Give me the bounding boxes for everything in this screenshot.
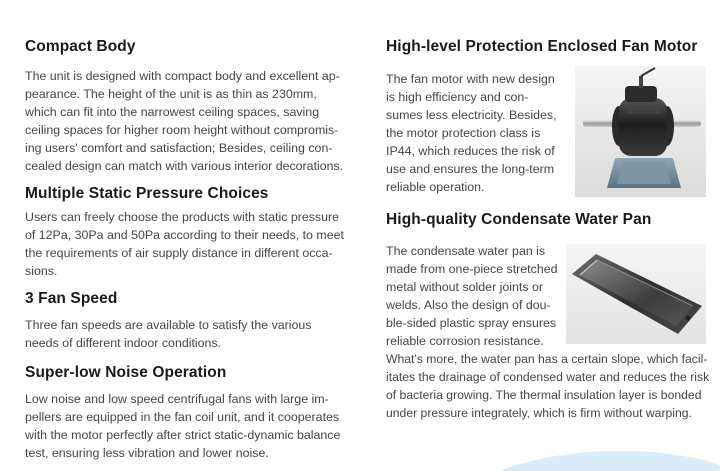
text-line: IP44, which reduces the risk of: [386, 144, 555, 158]
text-line: the requirements of air supply distance in different occa-: [25, 246, 333, 260]
text-line: ceiling spaces for higher room height without compromis-: [25, 123, 339, 137]
paragraph-compact-body: [25, 67, 343, 175]
heading-fan-speed: 3 Fan Speed: [25, 290, 118, 307]
text-line: pellers are equipped in the fan coil unit, and it cooperates: [25, 410, 340, 424]
text-line: of 12Pa, 30Pa and 50Pa according to their needs, to meet: [25, 228, 344, 242]
text-line: use and ensures the long-term: [386, 162, 555, 176]
text-line: The fan motor with new design: [386, 72, 555, 86]
text-line: cealed design can match with various interior decorations.: [25, 159, 344, 173]
text-line: What's more, the water pan has a certain slope, which facil-: [386, 352, 708, 366]
text-line: needs of different indoor conditions.: [25, 336, 222, 350]
text-line: Three fan speeds are available to satisfy the various: [25, 318, 312, 332]
text-line: test, ensuring less vibration and lower noise.: [25, 446, 269, 460]
text-line: is high efficiency and con-: [386, 90, 529, 104]
text-line: The unit is designed with compact body and excellent ap-: [25, 69, 340, 83]
text-line: Low noise and low speed centrifugal fans with large im-: [25, 392, 329, 406]
text-line: reliable operation.: [386, 180, 485, 194]
text-line: with the motor perfectly after strict static-dynamic balance: [25, 428, 341, 442]
heading-compact-body: Compact Body: [25, 38, 136, 55]
text-line: the motor protection class is: [386, 126, 541, 140]
heading-static-pressure: Multiple Static Pressure Choices: [25, 185, 269, 202]
text-line: ble-sided plastic spray ensures: [386, 316, 557, 330]
heading-low-noise: Super-low Noise Operation: [25, 364, 227, 381]
text-line: welds. Also the design of dou-: [386, 298, 551, 312]
heading-fan-motor: High-level Protection Enclosed Fan Motor: [386, 38, 698, 55]
paragraph-water-pan-short: [386, 242, 558, 350]
text-line: made from one-piece stretched: [386, 262, 558, 276]
water-pan-photo: [566, 244, 706, 344]
text-line: Users can freely choose the products with static pressure: [25, 210, 340, 224]
text-line: sumes less electricity. Besides,: [386, 108, 557, 122]
text-line: of bacteria growing. The thermal insulation layer is bonded: [386, 388, 702, 402]
decorative-wave: [500, 448, 720, 471]
paragraph-fan-speed: [25, 316, 312, 352]
text-line: sions.: [25, 264, 58, 278]
text-line: which can fit into the narrowest ceiling spaces, saving: [25, 105, 320, 119]
text-line: under pressure integrately, which is firm without warping.: [386, 406, 692, 420]
text-line: The condensate water pan is: [386, 244, 546, 258]
paragraph-fan-motor: [386, 70, 557, 196]
text-line: itates the drainage of condensed water and reduces the risk: [386, 370, 710, 384]
heading-water-pan: High-quality Condensate Water Pan: [386, 211, 652, 228]
fan-motor-photo: [575, 66, 706, 197]
paragraph-water-pan-wide: [386, 350, 709, 422]
text-line: metal without solder joints or: [386, 280, 544, 294]
text-line: ing users' comfort and satisfaction; Besides, ceiling con-: [25, 141, 333, 155]
paragraph-low-noise: [25, 390, 340, 462]
text-line: reliable corrosion resistance.: [386, 334, 544, 348]
paragraph-static-pressure: [25, 208, 344, 280]
text-line: pearance. The height of the unit is as thin as 230mm,: [25, 87, 317, 101]
